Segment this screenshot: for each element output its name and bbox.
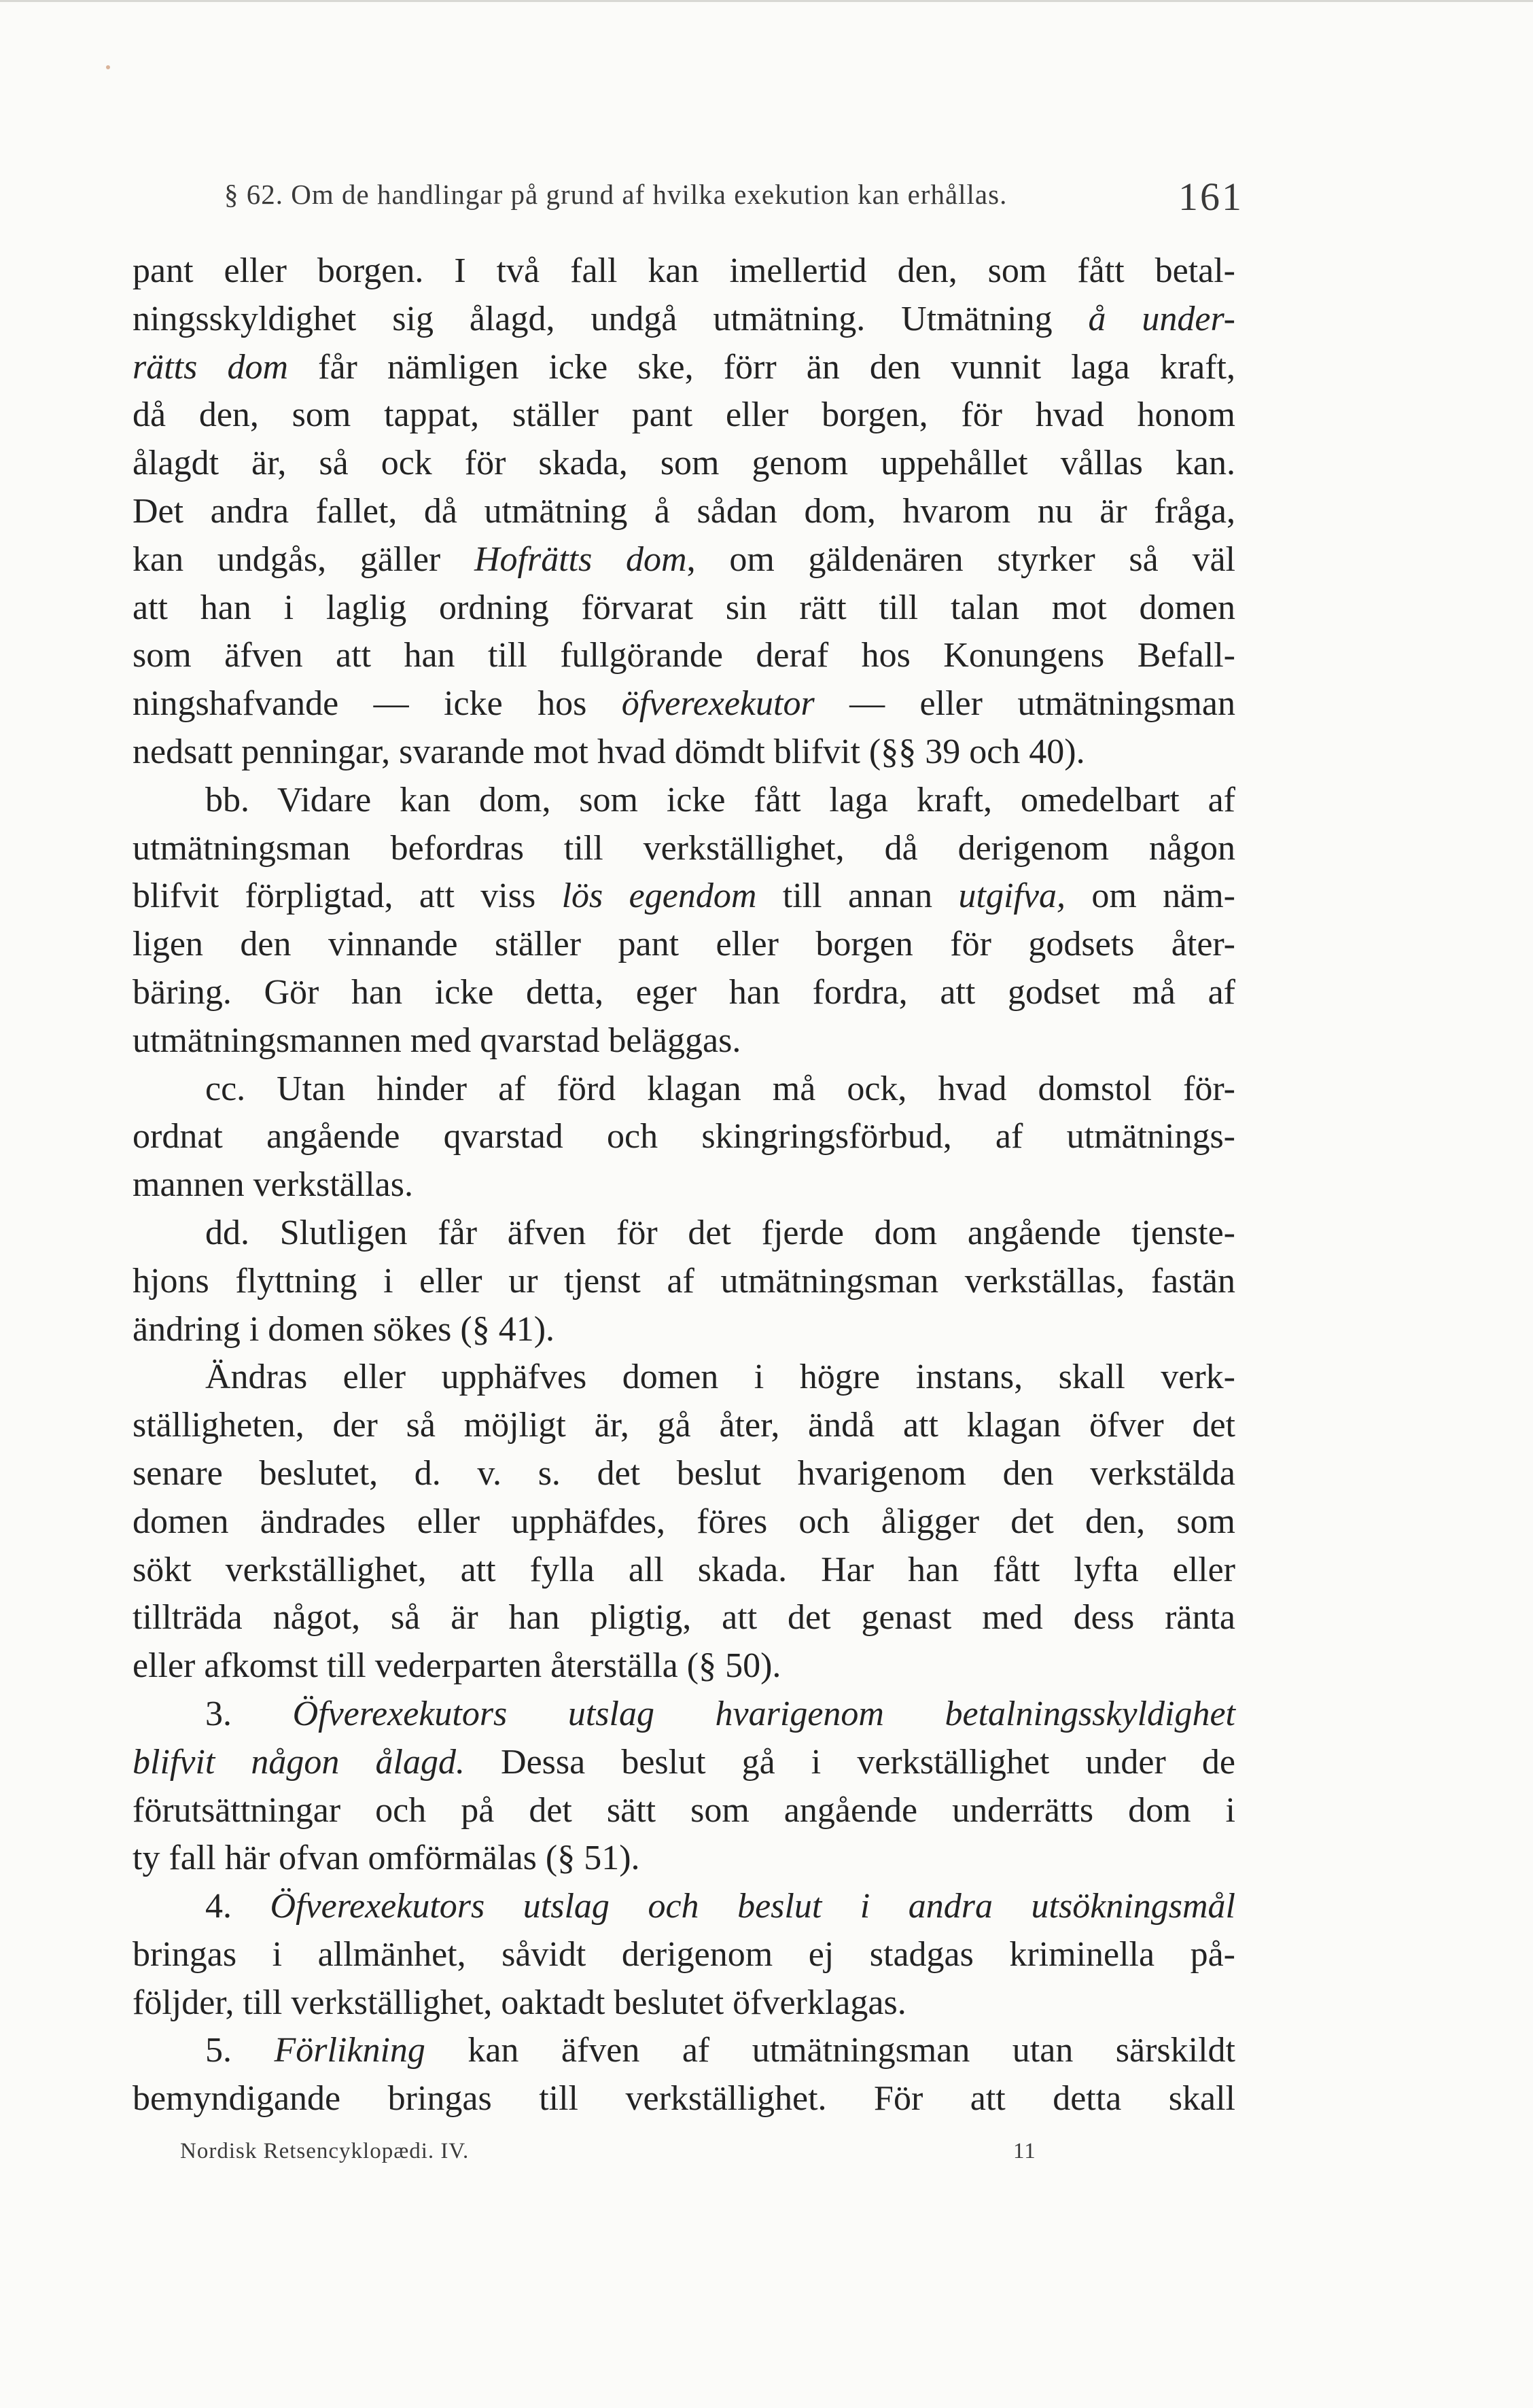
text-run: ändring i domen sökes (§ 41). [133, 1309, 555, 1349]
text-line [133, 1546, 1235, 1595]
text-run: utmätningsman befordras till verkställighet, då derigenom någon [133, 828, 1235, 868]
text-run: bemyndigande bringas till verkställighet. För att detta skall [133, 2079, 1235, 2119]
body-text [133, 247, 1235, 2123]
text-run: 4. [205, 1887, 270, 1926]
text-line [133, 728, 1235, 777]
page-footer [180, 2139, 1063, 2164]
text-run: bäring. Gör han icke detta, eger han fordra, att godset må af [133, 972, 1235, 1012]
text-run: kan undgås, gäller [133, 539, 474, 579]
running-title: § 62. Om de handlingar på grund af hvilka exekution kan erhållas. [224, 179, 1008, 210]
text-run: då den, som tappat, ställer pant eller borgen, för hvad honom [133, 395, 1235, 435]
text-run: ligen den vinnande ställer pant eller borgen för godsets åter- [133, 925, 1235, 964]
text-line [133, 969, 1235, 1017]
text-run: till annan [756, 877, 959, 916]
text-run: cc. Utan hinder af förd klagan må ock, hvad domstol för- [205, 1069, 1235, 1108]
text-run: ty fall här ofvan omförmälas (§ 51). [133, 1839, 640, 1878]
italic-phrase: Öfverexekutors utslag och beslut i andra utsökningsmål [270, 1887, 1236, 1926]
text-run: Ändras eller upphäfves domen i högre instans, skall verk- [205, 1358, 1235, 1397]
text-run: nedsatt penningar, svarande mot hvad dömdt blifvit (§§ 39 och 40). [133, 732, 1085, 771]
text-run: dd. Slutligen får äfven för det fjerde dom angående tjenste- [205, 1213, 1235, 1252]
publication-title: Nordisk Retsencyklopædi. IV. [180, 2139, 470, 2163]
text-line [133, 488, 1235, 536]
text-run: blifvit förpligtad, att viss [133, 877, 562, 916]
text-line [133, 2027, 1235, 2075]
signature-mark: 11 [1013, 2139, 1036, 2163]
text-line [133, 2075, 1235, 2123]
text-run: pant eller borgen. I två fall kan imellertid den, som fått betal- [133, 251, 1235, 290]
italic-phrase: Förlikning [274, 2031, 425, 2070]
text-line [133, 1835, 1235, 1883]
italic-phrase: Öfverexekutors utslag hvarigenom betalningsskyldighet [292, 1694, 1235, 1733]
text-line [133, 1306, 1235, 1354]
text-run: att han i laglig ordning förvarat sin rätt till talan mot domen [133, 588, 1235, 627]
text-run: domen ändrades eller upphäfdes, föres och åligger det den, som [133, 1502, 1235, 1541]
text-line [133, 1402, 1235, 1450]
text-run: 5. [205, 2031, 275, 2070]
text-line [133, 1209, 1235, 1258]
italic-phrase: utgifva, [958, 877, 1065, 916]
text-line [133, 632, 1235, 680]
text-run: — eller utmätningsman [814, 684, 1235, 724]
paper-speck [106, 65, 110, 69]
text-run: bringas i allmänhet, såvidt derigenom ej stadgas kriminella på- [133, 1934, 1235, 1974]
text-line [133, 1353, 1235, 1402]
text-line [133, 872, 1235, 921]
text-run: ordnat angående qvarstad och skingringsförbud, af utmätnings- [133, 1117, 1235, 1156]
text-run: om näm- [1065, 877, 1236, 916]
text-line [133, 1594, 1235, 1642]
text-line [133, 1787, 1235, 1835]
italic-phrase: öfverexekutor [621, 684, 815, 724]
text-run: följder, till verkställighet, oaktadt beslutet öfverklagas. [133, 1983, 906, 2022]
text-run: som äfven att han till fullgörande deraf hos Konungens Befall- [133, 636, 1235, 675]
text-run: förutsättningar och på det sätt som angående underrätts dom i [133, 1790, 1235, 1830]
text-run: ställigheten, der så möjligt är, gå åter, ändå att klagan öfver det [133, 1406, 1235, 1445]
text-line [133, 344, 1235, 392]
text-line [133, 296, 1235, 344]
text-run: hjons flyttning i eller ur tjenst af utmätningsman verkställas, fastän [133, 1261, 1235, 1300]
text-run: Dessa beslut gå i verkställighet under de [464, 1742, 1236, 1782]
text-run: ålagdt är, så ock för skada, som genom uppehållet vållas kan. [133, 444, 1235, 483]
text-line [133, 921, 1235, 969]
text-run: kan äfven af utmätningsman utan särskildt [425, 2031, 1236, 2070]
text-line [133, 1931, 1235, 1979]
text-line [133, 825, 1235, 873]
text-run: ningshafvande — icke hos [133, 684, 622, 724]
text-line [133, 1883, 1235, 1931]
text-run: får nämligen icke ske, förr än den vunnit laga kraft, [288, 347, 1235, 387]
text-line [133, 777, 1235, 825]
text-run: 3. [205, 1694, 293, 1733]
page-number: 161 [1178, 175, 1244, 219]
text-line [133, 584, 1235, 633]
italic-phrase: lös egendom [561, 877, 757, 916]
italic-phrase: Hofrätts dom [474, 539, 687, 579]
text-run: sökt verkställighet, att fylla all skada. Har han fått lyfta eller [133, 1550, 1235, 1589]
text-line [133, 247, 1235, 296]
text-run: utmätningsmannen med qvarstad beläggas. [133, 1021, 741, 1060]
scan-edge [0, 0, 1533, 2]
text-run: bb. Vidare kan dom, som icke fått laga kraft, omedelbart af [205, 780, 1235, 819]
text-line [133, 1498, 1235, 1546]
text-line [133, 1642, 1235, 1690]
text-line [133, 1258, 1235, 1306]
text-line [133, 1979, 1235, 2028]
text-line [133, 1017, 1235, 1065]
text-run: mannen verkställas. [133, 1165, 413, 1205]
text-line [133, 1739, 1235, 1787]
text-line [133, 1161, 1235, 1209]
text-run: , om gäldenären styrker så väl [686, 539, 1236, 579]
running-header [224, 175, 1244, 219]
italic-phrase: blifvit någon ålagd. [133, 1742, 465, 1782]
text-run: tillträda något, så är han pligtig, att det genast med dess ränta [133, 1598, 1235, 1637]
text-line [133, 440, 1235, 488]
text-line [133, 1690, 1235, 1739]
text-run: eller afkomst till vederparten återställa (§ 50). [133, 1646, 781, 1686]
text-line [133, 391, 1235, 440]
text-run: Det andra fallet, då utmätning å sådan dom, hvarom nu är fråga, [133, 491, 1235, 531]
text-line [133, 536, 1235, 584]
italic-phrase: å under- [1088, 299, 1235, 338]
text-line [133, 1450, 1235, 1498]
text-line [133, 1065, 1235, 1114]
text-line [133, 680, 1235, 728]
text-run: senare beslutet, d. v. s. det beslut hvarigenom den verkstälda [133, 1453, 1235, 1493]
italic-phrase: rätts dom [133, 347, 289, 387]
text-run: ningsskyldighet sig ålagd, undgå utmätning. Utmätning [133, 299, 1089, 338]
text-line [133, 1113, 1235, 1161]
